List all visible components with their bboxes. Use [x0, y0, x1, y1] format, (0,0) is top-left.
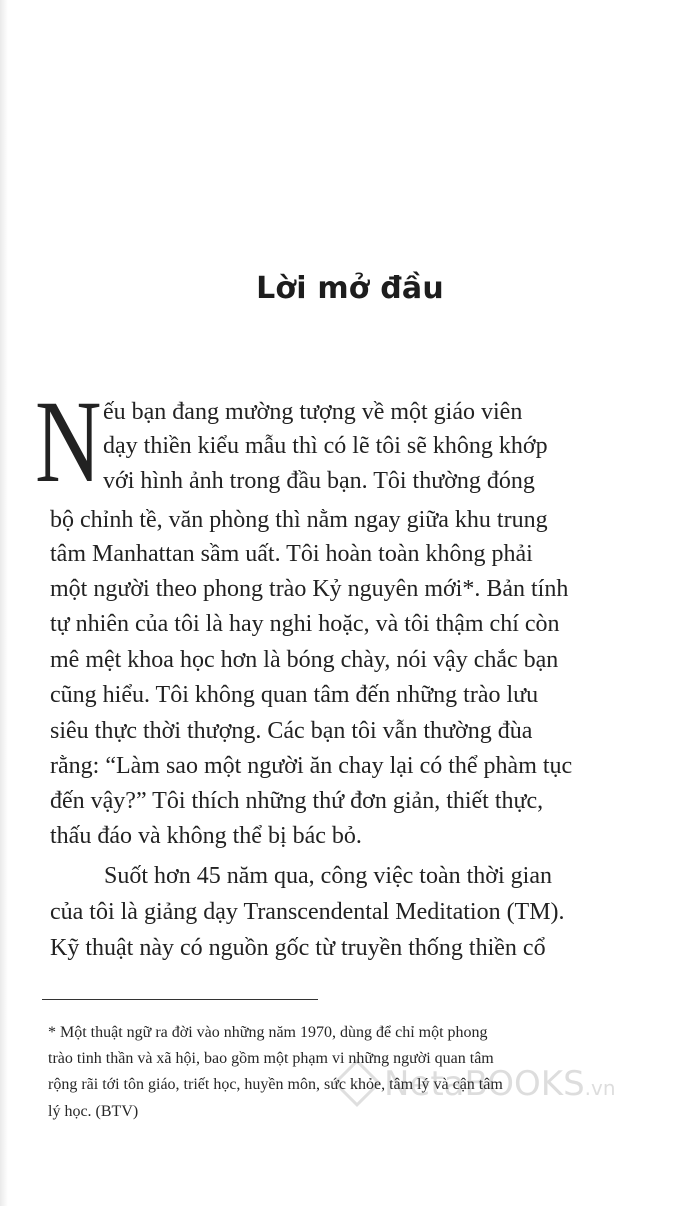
paragraph-line: với hình ảnh trong đầu bạn. Tôi thường đóng	[103, 468, 535, 494]
paragraph-line: Kỹ thuật này có nguồn gốc từ truyền thống thiền cổ	[50, 935, 546, 961]
watermark	[340, 1061, 684, 1107]
footnote-line: rộng rãi tới tôn giáo, triết học, huyền môn, sức khỏe, tâm lý và cận tâm	[48, 1076, 503, 1093]
paragraph-line: ếu bạn đang mường tượng về một giáo viên	[103, 399, 523, 425]
page-edge-shadow	[0, 0, 8, 1206]
paragraph-line: rằng: “Làm sao một người ăn chay lại có thể phàm tục	[50, 753, 573, 779]
watermark-text	[384, 1061, 616, 1111]
paragraph-line: một người theo phong trào Kỷ nguyên mới*. Bản tính	[50, 576, 569, 602]
paragraph-line: dạy thiền kiểu mẫu thì có lẽ tôi sẽ không khớp	[103, 433, 548, 459]
paragraph-line: bộ chỉnh tề, văn phòng thì nằm ngay giữa khu trung	[50, 507, 548, 533]
paragraph-line: Suốt hơn 45 năm qua, công việc toàn thời gian	[104, 863, 552, 889]
paragraph-line: đến vậy?” Tôi thích những thứ đơn giản, thiết thực,	[50, 788, 544, 814]
paragraph-line: mê mệt khoa học hơn là bóng chày, nói vậy chắc bạn	[50, 647, 559, 673]
watermark-brand: NetaBOOKS	[384, 1064, 585, 1104]
footnote-line: lý học. (BTV)	[48, 1103, 139, 1120]
paragraph-line: cũng hiểu. Tôi không quan tâm đến những trào lưu	[50, 682, 539, 708]
footnote-line: * Một thuật ngữ ra đời vào những năm 1970, dùng để chỉ một phong	[48, 1024, 488, 1041]
watermark-suffix: .vn	[584, 1076, 616, 1100]
paragraph-line: thấu đáo và không thể bị bác bỏ.	[50, 823, 362, 849]
footnote-line: trào tinh thần và xã hội, bao gồm một phạm vi những người quan tâm	[48, 1050, 494, 1067]
paragraph-line: tâm Manhattan sầm uất. Tôi hoàn toàn không phải	[50, 541, 533, 567]
paragraph-line: của tôi là giảng dạy Transcendental Meditation (TM).	[50, 899, 565, 925]
book-logo-icon	[333, 1059, 381, 1107]
paragraph-line: tự nhiên của tôi là hay nghi hoặc, và tôi thậm chí còn	[50, 611, 560, 637]
chapter-title: Lời mở đầu	[256, 271, 444, 307]
drop-cap: N	[35, 376, 102, 507]
footnote-divider	[42, 999, 318, 1000]
paragraph-line: siêu thực thời thượng. Các bạn tôi vẫn thường đùa	[50, 718, 533, 744]
